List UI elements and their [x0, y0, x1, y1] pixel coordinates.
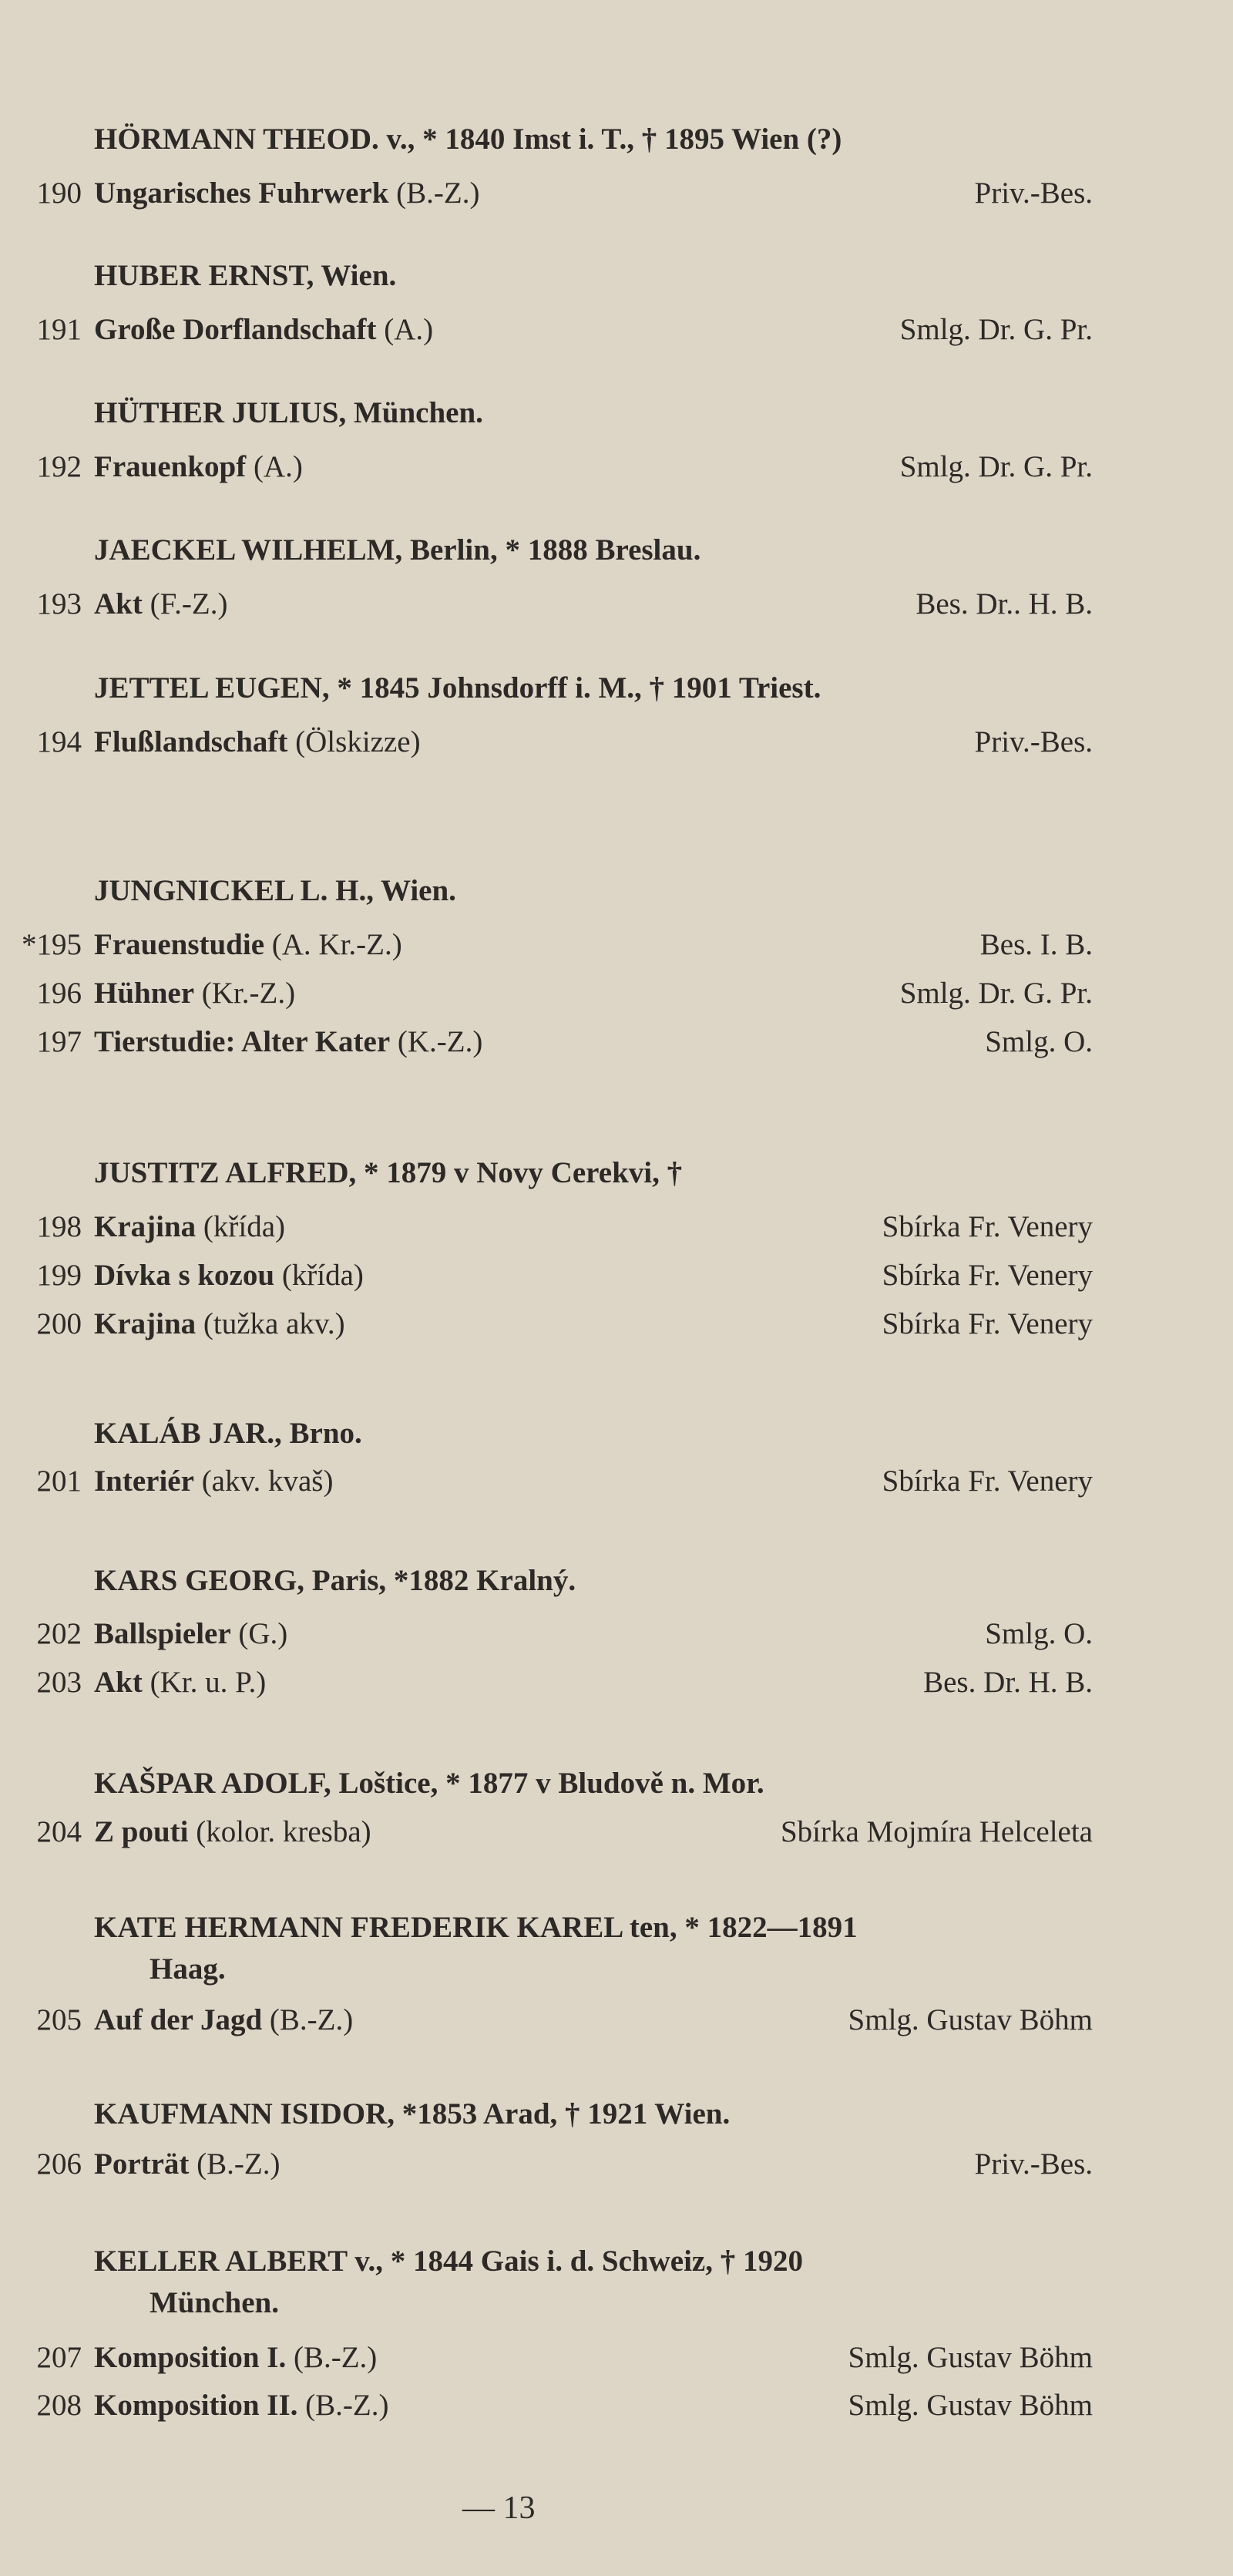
work-title: Krajina	[94, 1210, 197, 1243]
work-title-line	[94, 1458, 333, 1505]
work-technique: (křída)	[281, 1259, 364, 1292]
work-technique: (křída)	[203, 1210, 286, 1243]
work-title-line	[94, 2382, 388, 2430]
catalog-number: 198	[36, 1210, 82, 1243]
catalog-number: *195	[22, 928, 82, 961]
work-row	[0, 2382, 1233, 2430]
work-title-line	[94, 580, 227, 628]
work-title: Krajina	[94, 1307, 197, 1340]
work-row	[0, 1300, 1233, 1348]
work-title-line	[94, 1996, 353, 2044]
work-title-line	[94, 1203, 285, 1251]
work-owner: Smlg. Dr. G. Pr.	[899, 977, 1093, 1010]
artist-heading-continuation: München.	[150, 2286, 279, 2319]
artist-heading: KAUFMANN ISIDOR, *1853 Arad, † 1921 Wien.	[94, 2097, 731, 2130]
work-row	[0, 580, 1233, 628]
artist-heading-continuation: Haag.	[150, 1952, 226, 1986]
catalog-number: 200	[36, 1307, 82, 1340]
work-title-line	[94, 443, 303, 491]
work-title-line	[94, 1300, 345, 1348]
catalog-number: 208	[36, 2389, 82, 2422]
work-owner: Priv.-Bes.	[974, 725, 1093, 758]
work-title: Tierstudie: Alter Kater	[94, 1025, 391, 1058]
work-technique: (tužka akv.)	[203, 1307, 345, 1340]
work-row	[0, 1018, 1233, 1066]
work-row	[0, 1458, 1233, 1505]
work-technique: (G.)	[238, 1617, 288, 1650]
work-title: Porträt	[94, 2147, 190, 2181]
work-row	[0, 921, 1233, 969]
catalog-number: 194	[36, 725, 82, 758]
work-technique: (A.)	[384, 313, 434, 346]
work-title: Akt	[94, 1666, 143, 1699]
catalog-number: 202	[36, 1617, 82, 1650]
work-title-line	[94, 2334, 377, 2382]
work-row	[0, 306, 1233, 354]
work-title: Frauenkopf	[94, 450, 247, 483]
work-owner: Bes. Dr.. H. B.	[916, 587, 1093, 620]
work-title-line	[94, 1808, 371, 1856]
work-title: Komposition I.	[94, 2341, 287, 2374]
catalog-number: 190	[36, 177, 82, 210]
work-row	[0, 443, 1233, 491]
work-technique: (B.-Z.)	[197, 2147, 281, 2181]
work-technique: (Kr.-Z.)	[201, 977, 296, 1010]
artist-heading: KELLER ALBERT v., * 1844 Gais i. d. Schweiz, † 1920	[94, 2245, 803, 2278]
page-number: — 13	[462, 2490, 536, 2526]
work-owner: Sbírka Fr. Venery	[882, 1307, 1093, 1340]
catalog-number: 206	[36, 2147, 82, 2181]
work-owner: Sbírka Fr. Venery	[882, 1465, 1093, 1498]
artist-heading: KALÁB JAR., Brno.	[94, 1417, 362, 1450]
work-technique: (A.)	[253, 450, 303, 483]
work-title: Frauenstudie	[94, 928, 265, 961]
catalog-number: 207	[36, 2341, 82, 2374]
work-title-line	[94, 1018, 482, 1066]
work-title-line	[94, 1659, 266, 1707]
work-owner: Smlg. O.	[985, 1025, 1093, 1058]
artist-heading: KAŠPAR ADOLF, Loštice, * 1877 v Bludově n. Mor.	[94, 1767, 764, 1800]
work-title-line	[94, 921, 402, 969]
work-owner: Smlg. O.	[985, 1617, 1093, 1650]
work-title: Z pouti	[94, 1815, 189, 1848]
catalog-number: 197	[36, 1025, 82, 1058]
work-technique: (B.-Z.)	[396, 177, 480, 210]
work-title-line	[94, 718, 421, 766]
work-title: Dívka s kozou	[94, 1259, 275, 1292]
artist-heading: JAECKEL WILHELM, Berlin, * 1888 Breslau.	[94, 533, 701, 567]
work-technique: (K.-Z.)	[397, 1025, 483, 1058]
artist-heading: HÜTHER JULIUS, München.	[94, 396, 483, 429]
work-technique: (B.-Z.)	[293, 2341, 378, 2374]
catalog-number: 205	[36, 2003, 82, 2036]
work-title-line	[94, 1610, 287, 1658]
work-technique: (B.-Z.)	[305, 2389, 389, 2422]
catalog-number: 204	[36, 1815, 82, 1848]
work-owner: Sbírka Fr. Venery	[882, 1259, 1093, 1292]
work-row	[0, 1203, 1233, 1251]
artist-heading: HÖRMANN THEOD. v., * 1840 Imst i. T., † 1895 Wien (?)	[94, 123, 842, 156]
work-title-line	[94, 306, 433, 354]
work-row	[0, 1808, 1233, 1856]
work-row	[0, 2141, 1233, 2188]
work-owner: Bes. Dr. H. B.	[923, 1666, 1093, 1699]
work-title: Flußlandschaft	[94, 725, 288, 758]
work-technique: (kolor. kresba)	[196, 1815, 371, 1848]
work-row	[0, 1252, 1233, 1300]
work-row	[0, 1610, 1233, 1658]
work-row	[0, 718, 1233, 766]
catalog-number: 196	[36, 977, 82, 1010]
work-technique: (Ölskizze)	[295, 725, 421, 758]
work-title-line	[94, 170, 479, 217]
artist-heading: KARS GEORG, Paris, *1882 Kralný.	[94, 1564, 576, 1597]
work-technique: (Kr. u. P.)	[150, 1666, 267, 1699]
work-title-line	[94, 970, 295, 1017]
artist-heading: HUBER ERNST, Wien.	[94, 259, 397, 292]
work-row	[0, 1659, 1233, 1707]
work-owner: Priv.-Bes.	[974, 177, 1093, 210]
artist-heading: JETTEL EUGEN, * 1845 Johnsdorff i. M., † 1901 Triest.	[94, 671, 821, 705]
artist-heading: KATE HERMANN FREDERIK KAREL ten, * 1822—1891	[94, 1911, 858, 1944]
work-owner: Bes. I. B.	[979, 928, 1093, 961]
work-technique: (A. Kr.-Z.)	[271, 928, 402, 961]
work-owner: Smlg. Gustav Böhm	[848, 2389, 1093, 2422]
work-title: Hühner	[94, 977, 195, 1010]
work-technique: (F.-Z.)	[150, 587, 228, 620]
catalog-number: 191	[36, 313, 82, 346]
work-title: Ballspieler	[94, 1617, 231, 1650]
work-owner: Priv.-Bes.	[974, 2147, 1093, 2181]
work-owner: Smlg. Gustav Böhm	[848, 2003, 1093, 2036]
work-row	[0, 2334, 1233, 2382]
work-title-line	[94, 1252, 364, 1300]
work-owner: Smlg. Dr. G. Pr.	[899, 450, 1093, 483]
work-owner: Sbírka Mojmíra Helceleta	[780, 1815, 1093, 1848]
artist-heading: JUSTITZ ALFRED, * 1879 v Novy Cerekvi, †	[94, 1156, 683, 1189]
artist-heading: JUNGNICKEL L. H., Wien.	[94, 874, 456, 907]
work-title: Ungarisches Fuhrwerk	[94, 177, 389, 210]
catalog-number: 201	[36, 1465, 82, 1498]
work-owner: Smlg. Dr. G. Pr.	[899, 313, 1093, 346]
work-title: Komposition II.	[94, 2389, 298, 2422]
work-title-line	[94, 2141, 280, 2188]
catalog-number: 203	[36, 1666, 82, 1699]
work-title: Interiér	[94, 1465, 194, 1498]
work-title: Große Dorflandschaft	[94, 313, 377, 346]
work-technique: (akv. kvaš)	[201, 1465, 334, 1498]
work-owner: Sbírka Fr. Venery	[882, 1210, 1093, 1243]
work-title: Auf der Jagd	[94, 2003, 263, 2036]
catalog-number: 192	[36, 450, 82, 483]
work-title: Akt	[94, 587, 143, 620]
catalog-number: 199	[36, 1259, 82, 1292]
work-technique: (B.-Z.)	[269, 2003, 354, 2036]
work-owner: Smlg. Gustav Böhm	[848, 2341, 1093, 2374]
work-row	[0, 170, 1233, 217]
catalog-number: 193	[36, 587, 82, 620]
work-row	[0, 1996, 1233, 2044]
work-row	[0, 970, 1233, 1017]
